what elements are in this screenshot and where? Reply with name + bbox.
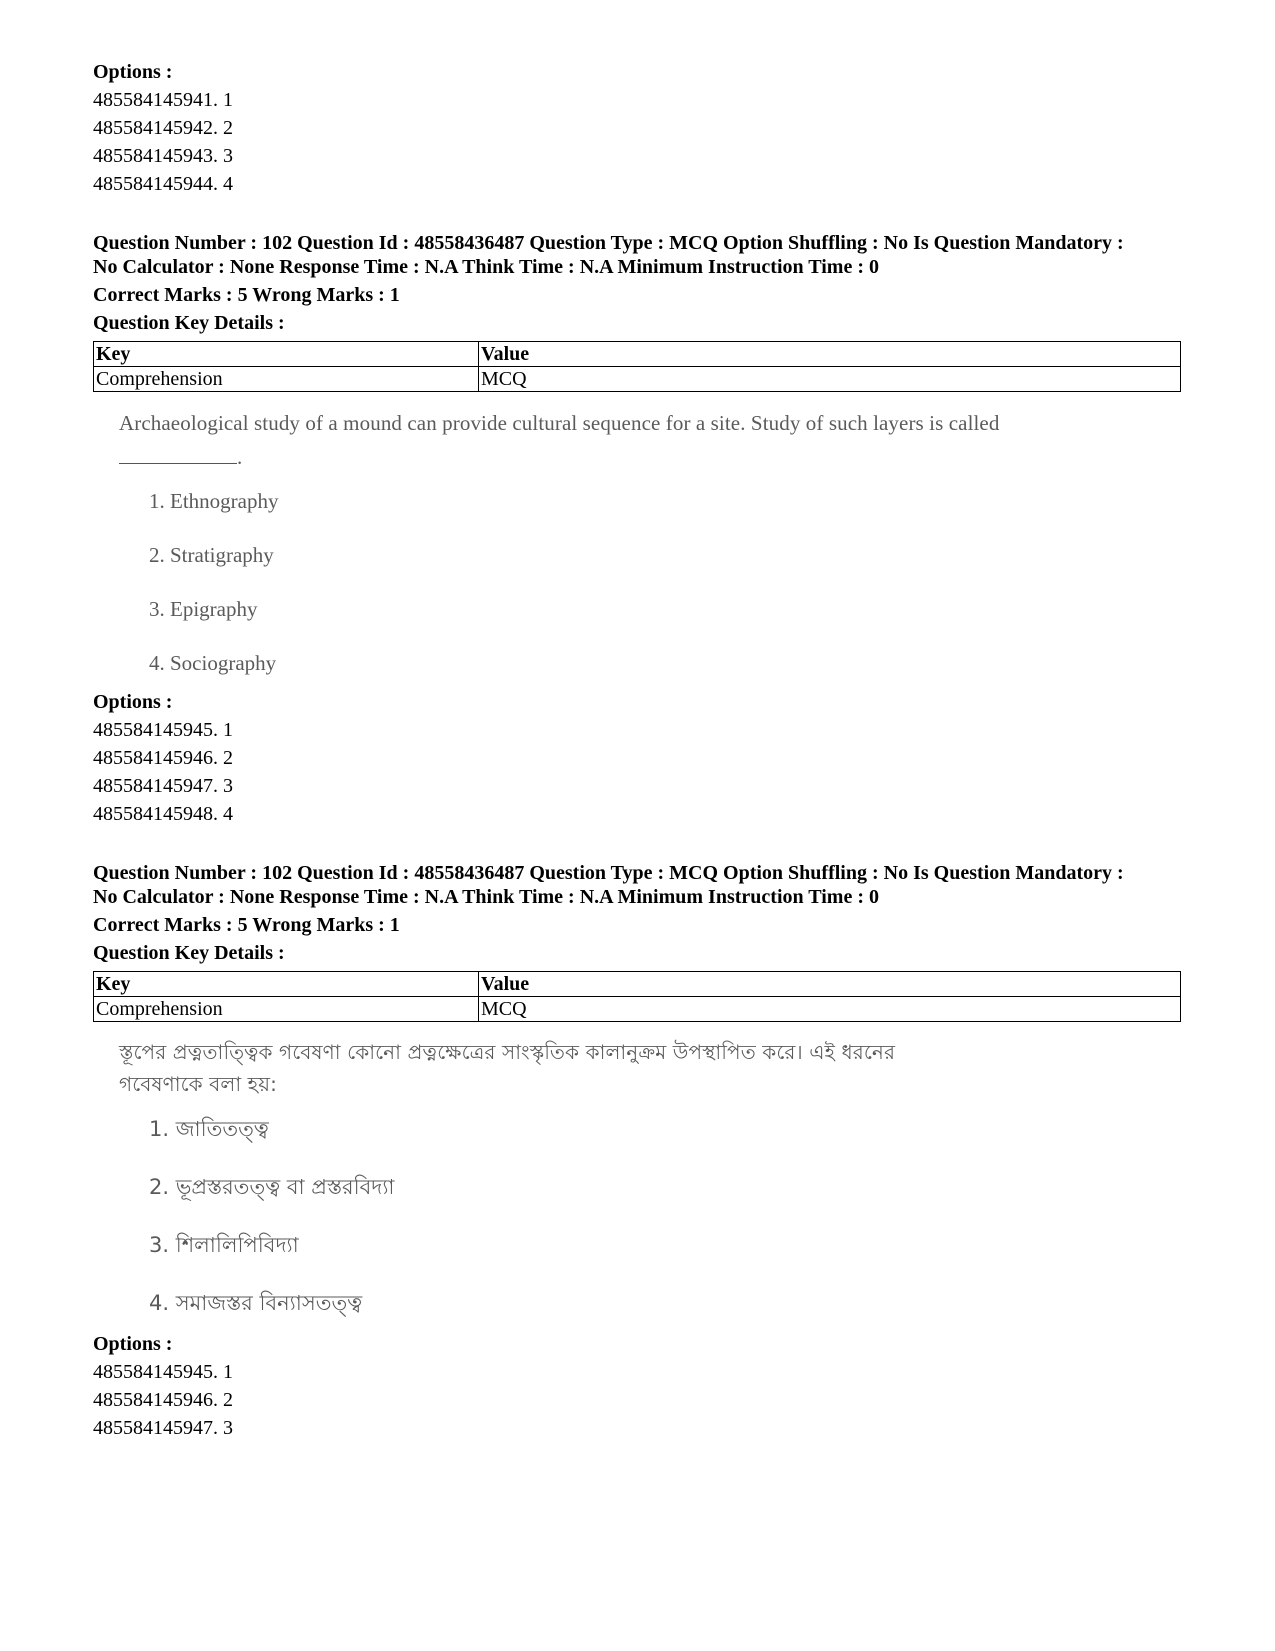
table-header-value: Value (479, 342, 1181, 367)
question-stem-text: Archaeological study of a mound can provide cultural sequence for a site. Study of such layers is called (119, 411, 1000, 435)
choice-item: 4. সমাজস্তর বিন্যাসতত্ত্ব (149, 1291, 363, 1315)
option-id: 485584145946. 2 (93, 1389, 233, 1411)
marks-line: Correct Marks : 5 Wrong Marks : 1 (93, 914, 400, 936)
option-id: 485584145947. 3 (93, 775, 233, 797)
key-details-label: Question Key Details : (93, 312, 285, 334)
options-label: Options : (93, 691, 173, 713)
option-id: 485584145944. 4 (93, 173, 233, 195)
table-cell-value: MCQ (479, 997, 1181, 1022)
key-details-label: Question Key Details : (93, 942, 285, 964)
table-row (94, 367, 1181, 392)
choice-item: 3. শিলালিপিবিদ্যা (149, 1233, 299, 1257)
choice-list (149, 488, 1183, 676)
choice-item: 4. Sociography (149, 651, 277, 675)
table-header-row (94, 972, 1181, 997)
key-details-table (93, 341, 1181, 392)
table-cell-key: Comprehension (94, 997, 479, 1022)
choice-item: 3. Epigraphy (149, 597, 258, 621)
question-header-line2: No Calculator : None Response Time : N.A Think Time : N.A Minimum Instruction Time : 0 (93, 886, 879, 908)
choice-item: 1. Ethnography (149, 489, 279, 513)
table-header-row (94, 342, 1181, 367)
question-stem-end: . (237, 445, 243, 469)
question-stem-line1: স্তূপের প্রত্নতাত্ত্বিক গবেষণা কোনো প্রত্নক্ষেত্রের সাংস্কৃতিক কালানুক্রম উপস্থাপিত করে। এই ধরনের (119, 1040, 896, 1064)
key-details-table (93, 971, 1181, 1022)
table-header-value: Value (479, 972, 1181, 997)
option-id: 485584145948. 4 (93, 803, 233, 825)
choice-list (149, 1114, 1183, 1318)
question-header-line1: Question Number : 102 Question Id : 48558436487 Question Type : MCQ Option Shuffling : No Is Question Mandatory : (93, 232, 1124, 254)
question-header-line2: No Calculator : None Response Time : N.A Think Time : N.A Minimum Instruction Time : 0 (93, 256, 879, 278)
question-header-line1: Question Number : 102 Question Id : 48558436487 Question Type : MCQ Option Shuffling : No Is Question Mandatory : (93, 862, 1124, 884)
choice-item: 1. জাতিতত্ত্ব (149, 1117, 269, 1141)
question-stem (119, 1036, 1183, 1100)
options-label: Options : (93, 61, 173, 83)
table-cell-value: MCQ (479, 367, 1181, 392)
question-image (119, 406, 1183, 676)
table-header-key: Key (94, 972, 479, 997)
option-id: 485584145943. 3 (93, 145, 233, 167)
question-block-bengali (93, 861, 1183, 1442)
question-stem (119, 406, 1183, 474)
marks-line: Correct Marks : 5 Wrong Marks : 1 (93, 284, 400, 306)
table-row (94, 997, 1181, 1022)
choice-item: 2. Stratigraphy (149, 543, 274, 567)
choice-item: 2. ভূপ্রস্তরতত্ত্ব বা প্রস্তরবিদ্যা (149, 1175, 395, 1199)
document-page (93, 58, 1183, 1442)
option-id: 485584145941. 1 (93, 89, 233, 111)
table-cell-key: Comprehension (94, 367, 479, 392)
previous-question-options (93, 58, 1183, 198)
table-header-key: Key (94, 342, 479, 367)
question-stem-line2: গবেষণাকে বলা হয়: (119, 1072, 278, 1096)
options-label: Options : (93, 1333, 173, 1355)
question-block-english (93, 231, 1183, 828)
option-id: 485584145946. 2 (93, 747, 233, 769)
answer-blank (119, 447, 237, 464)
option-id: 485584145945. 1 (93, 1361, 233, 1383)
option-id: 485584145947. 3 (93, 1417, 233, 1439)
question-image (119, 1036, 1183, 1318)
option-id: 485584145945. 1 (93, 719, 233, 741)
option-id: 485584145942. 2 (93, 117, 233, 139)
